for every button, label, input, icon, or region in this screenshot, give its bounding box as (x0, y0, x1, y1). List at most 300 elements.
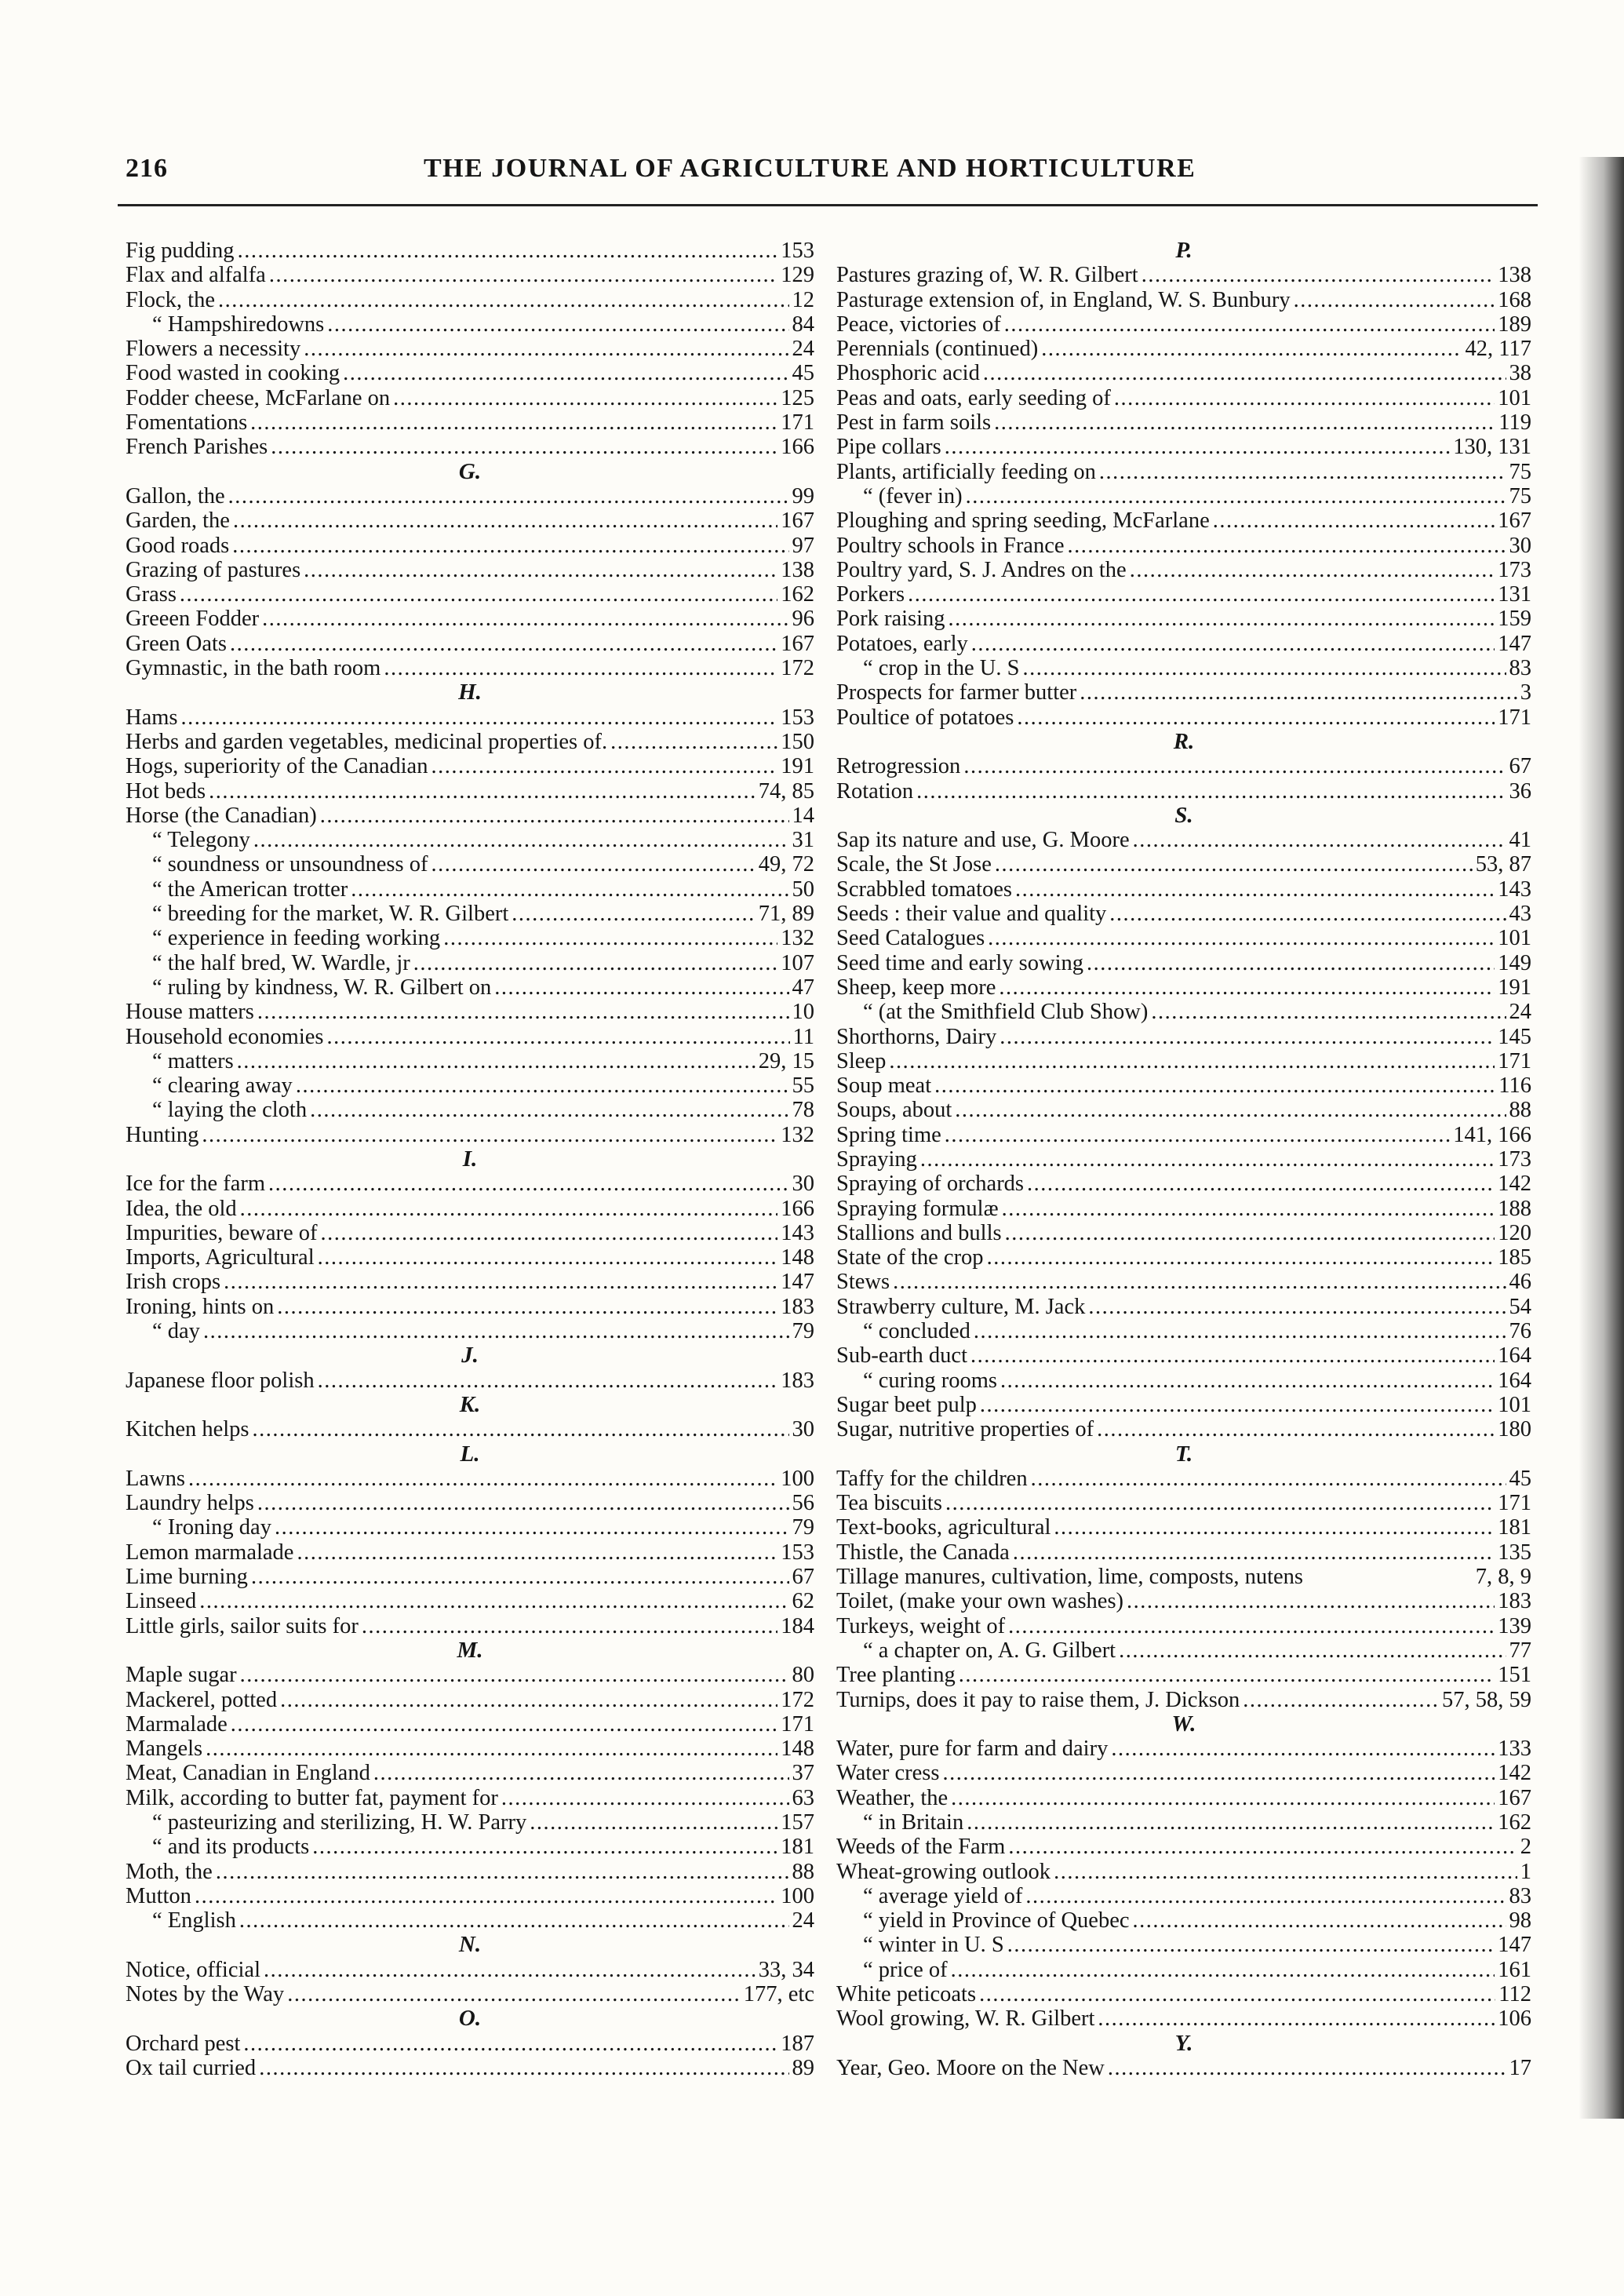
index-entry-label: Poultry schools in France (836, 533, 1065, 558)
index-entry-label: Maple sugar (126, 1663, 237, 1688)
dot-leader (1133, 1908, 1506, 1933)
index-entry (126, 828, 814, 852)
dot-leader (304, 337, 788, 361)
dot-leader (979, 1982, 1495, 2006)
index-entry-label: Stallions and bulls (836, 1220, 1002, 1245)
index-entry-label: “ soundness or unsoundness of (152, 852, 428, 877)
index-entry-label: Gymnastic, in the bath room (126, 656, 381, 681)
index-entry-label: Scrabbled tomatoes (836, 876, 1012, 902)
dot-leader (206, 1737, 777, 1761)
index-entry (836, 558, 1531, 582)
index-entry-page: 161 (1498, 1957, 1531, 1982)
index-entry-page: 173 (1498, 557, 1531, 582)
dot-leader (995, 852, 1473, 876)
index-entry-page: 142 (1498, 1761, 1531, 1786)
index-entry-page: 153 (781, 1540, 814, 1565)
dot-leader (1114, 386, 1495, 410)
dot-leader (942, 1761, 1495, 1785)
index-entry-label: Household economies (126, 1024, 324, 1049)
index-entry-page: 99 (792, 483, 814, 508)
index-entry (126, 632, 814, 656)
index-entry-page: 132 (781, 1122, 814, 1147)
index-entry (836, 779, 1531, 804)
index-entry-page: 30 (792, 1417, 814, 1442)
index-entry-page: 149 (1498, 950, 1531, 975)
index-entry-label: Seed time and early sowing (836, 950, 1084, 975)
index-entry (836, 1614, 1531, 1638)
index-entry-page: 12 (792, 287, 814, 312)
index-entry-page: 11 (792, 1024, 814, 1049)
index-entry-label: Weather, the (836, 1785, 949, 1810)
index-entry-page: 147 (781, 1270, 814, 1295)
index-entry-page: 162 (1498, 1810, 1531, 1835)
index-entry (126, 1982, 814, 2006)
index-entry-label: Greeen Fodder (126, 607, 260, 632)
index-column-left (126, 239, 814, 2080)
index-entry-page: 143 (1498, 876, 1531, 902)
index-section-heading: T. (1174, 1441, 1193, 1467)
index-entry (836, 435, 1531, 459)
index-entry (836, 1343, 1531, 1368)
dot-leader (393, 386, 777, 410)
index-section-heading: K. (459, 1391, 481, 1417)
index-entry-page: 24 (1509, 1000, 1531, 1025)
index-entry (836, 902, 1531, 926)
index-entry-label: “ and its products (152, 1835, 310, 1860)
index-entry (836, 632, 1531, 656)
index-entry (836, 1245, 1531, 1270)
index-entry (126, 926, 814, 950)
index-entry (836, 1786, 1531, 1810)
index-entry-label: Potatoes, early (836, 631, 968, 656)
index-entry-label: Sugar, nutritive properties of (836, 1417, 1094, 1442)
index-entry (126, 361, 814, 385)
index-entry (126, 1810, 814, 1835)
index-entry-label: Spraying (836, 1146, 917, 1172)
index-entry-label: Year, Geo. Moore on the New (836, 2055, 1105, 2080)
index-entry (126, 877, 814, 902)
index-entry (836, 1123, 1531, 1147)
index-entry (126, 1295, 814, 1319)
index-entry-page: 29, 15 (758, 1048, 814, 1073)
dot-leader (1142, 263, 1495, 287)
dot-leader (945, 435, 1450, 459)
index-entry (126, 852, 814, 876)
index-entry-label: “ winter in U. S (863, 1933, 1004, 1958)
dot-leader (1108, 2056, 1506, 2080)
index-entry (126, 975, 814, 1000)
index-entry-label: Turkeys, weight of (836, 1613, 1006, 1638)
index-entry-label: Gallon, the (126, 483, 225, 508)
index-entry-label: Strawberry culture, M. Jack (836, 1294, 1086, 1319)
index-entry-label: Flowers a necessity (126, 337, 301, 362)
index-entry-label: Sleep (836, 1048, 887, 1073)
dot-leader (949, 607, 1495, 631)
index-entry (836, 582, 1531, 607)
index-entry-page: 143 (781, 1220, 814, 1245)
index-entry (836, 951, 1531, 975)
dot-leader (501, 1786, 789, 1810)
index-entry (836, 1688, 1531, 1712)
index-entry-page: 141, 166 (1453, 1122, 1531, 1147)
dot-leader (327, 312, 788, 337)
dot-leader (343, 361, 788, 385)
index-entry-page: 125 (781, 385, 814, 410)
dot-leader (180, 582, 777, 607)
index-entry (126, 484, 814, 508)
index-entry (126, 1368, 814, 1393)
index-entry (836, 1197, 1531, 1221)
index-entry-label: Ploughing and spring seeding, McFarlane (836, 508, 1210, 534)
index-entry (126, 754, 814, 778)
dot-leader (1087, 951, 1495, 975)
index-entry (836, 607, 1531, 631)
index-entry-page: 96 (792, 607, 814, 632)
index-entry-label: Sap its nature and use, G. Moore (836, 828, 1130, 853)
index-entry (836, 508, 1531, 533)
index-entry (836, 312, 1531, 337)
dot-leader (987, 1245, 1495, 1270)
index-entry-page: 62 (792, 1589, 814, 1614)
dot-leader (431, 852, 755, 876)
index-entry-page: 183 (781, 1368, 814, 1393)
dot-leader (934, 1073, 1495, 1098)
index-entry-page: 164 (1498, 1343, 1531, 1368)
dot-leader (1088, 1295, 1506, 1319)
index-entry-label: “ matters (152, 1048, 234, 1073)
index-entry (836, 1319, 1531, 1343)
index-entry-page: 83 (1509, 1883, 1531, 1908)
index-entry (836, 1025, 1531, 1049)
index-entry-label: Ironing, hints on (126, 1294, 275, 1319)
index-entry-label: “ day (152, 1319, 200, 1344)
index-entry-page: 79 (792, 1515, 814, 1540)
header-rule (118, 204, 1538, 206)
index-entry-page: 67 (792, 1565, 814, 1590)
index-entry-page: 135 (1498, 1540, 1531, 1565)
dot-leader (312, 1835, 777, 1859)
dot-leader (259, 2056, 788, 2080)
dot-leader (999, 975, 1495, 1000)
index-entry (126, 1417, 814, 1441)
index-entry (836, 1000, 1531, 1024)
dot-leader (202, 1123, 777, 1147)
index-entry-label: “ (fever in) (863, 483, 963, 508)
dot-leader (304, 558, 777, 582)
index-entry (126, 1860, 814, 1884)
index-entry-label: Laundry helps (126, 1491, 254, 1516)
index-entry-label: “ clearing away (152, 1073, 293, 1099)
dot-leader (216, 1860, 789, 1884)
index-entry-page: 76 (1509, 1319, 1531, 1344)
index-entry (126, 1098, 814, 1122)
index-entry-label: Hot beds (126, 778, 206, 804)
index-entry (836, 288, 1531, 312)
index-entry (836, 1810, 1531, 1835)
index-entry-page: 83 (1509, 656, 1531, 681)
dot-leader (264, 1958, 756, 1982)
dot-leader (980, 1393, 1495, 1417)
index-entry (836, 1073, 1531, 1098)
index-entry (126, 558, 814, 582)
index-entry-page: 189 (1498, 312, 1531, 337)
index-entry-label: Mackerel, potted (126, 1687, 278, 1712)
index-entry (126, 1319, 814, 1343)
index-entry-page: 17 (1509, 2055, 1531, 2080)
dot-leader (431, 754, 777, 778)
index-entry (836, 877, 1531, 902)
dot-leader (257, 1000, 789, 1024)
index-entry (126, 1786, 814, 1810)
dot-leader (240, 1197, 778, 1221)
index-entry-label: Taffy for the children (836, 1466, 1028, 1491)
index-entry (126, 435, 814, 459)
index-entry-label: Flax and alfalfa (126, 263, 266, 288)
index-entry-label: “ laying the cloth (152, 1098, 308, 1123)
index-entry-label: Poultry yard, S. J. Andres on the (836, 557, 1127, 582)
index-entry (126, 1172, 814, 1196)
index-entry-label: Spraying of orchards (836, 1172, 1025, 1197)
index-entry (126, 410, 814, 435)
index-entry-page: 100 (781, 1466, 814, 1491)
dot-leader (951, 1958, 1495, 1982)
index-entry-page: 45 (792, 361, 814, 386)
index-entry (836, 386, 1531, 410)
index-entry-page: 119 (1498, 410, 1531, 436)
dot-leader (1054, 1860, 1517, 1884)
dot-leader (1097, 1417, 1495, 1441)
index-entry-page: 148 (781, 1737, 814, 1762)
dot-leader (218, 288, 789, 312)
index-entry (126, 1884, 814, 1908)
index-entry (126, 1614, 814, 1638)
index-entry-label: Japanese floor polish (126, 1368, 315, 1393)
dot-leader (494, 975, 788, 1000)
dot-leader (262, 607, 788, 631)
index-entry (836, 975, 1531, 1000)
dot-leader (268, 1172, 788, 1196)
index-entry-page: 14 (792, 803, 814, 828)
index-section-heading: I. (462, 1146, 478, 1172)
index-entry-label: “ average yield of (863, 1883, 1023, 1908)
dot-leader (1080, 680, 1517, 705)
index-entry (126, 508, 814, 533)
index-entry-label: Herbs and garden vegetables, medicinal properties of. (126, 729, 608, 754)
index-entry-page: 183 (1498, 1589, 1531, 1614)
index-entry (126, 902, 814, 926)
index-entry (126, 1049, 814, 1073)
index-entry-page: 112 (1498, 1982, 1531, 2007)
index-entry (836, 1958, 1531, 1982)
index-entry (126, 1123, 814, 1147)
index-section-heading: W. (1171, 1711, 1196, 1737)
index-entry-page: 167 (781, 631, 814, 656)
index-entry-label: Flock, the (126, 287, 215, 312)
dot-leader (280, 1688, 777, 1712)
index-entry-page: 187 (781, 2031, 814, 2056)
index-entry-label: Seed Catalogues (836, 926, 985, 951)
dot-leader (610, 730, 777, 754)
index-entry-label: Mangels (126, 1737, 203, 1762)
index-entry-label: Marmalade (126, 1711, 228, 1737)
index-entry-page: 139 (1498, 1613, 1531, 1638)
dot-leader (1015, 877, 1495, 902)
index-entry (126, 1589, 814, 1613)
index-entry-label: Soup meat (836, 1073, 932, 1099)
index-entry (836, 1467, 1531, 1491)
index-entry-label: Fig pudding (126, 239, 235, 263)
dot-leader (253, 828, 789, 852)
dot-leader (232, 534, 788, 558)
dot-leader (1002, 1197, 1495, 1221)
dot-leader (277, 1295, 777, 1319)
dot-leader (199, 1589, 788, 1613)
index-entry (126, 1025, 814, 1049)
index-entry-label: Phosphoric acid (836, 361, 980, 386)
index-section-heading: J. (461, 1343, 479, 1368)
dot-leader (1099, 460, 1506, 484)
index-entry-label: Pasturage extension of, in England, W. S. Bunbury (836, 287, 1291, 312)
index-entry-label: Sugar beet pulp (836, 1392, 977, 1417)
index-section-heading: N. (458, 1932, 482, 1958)
index-entry-label: Little girls, sailor suits for (126, 1613, 359, 1638)
index-entry-label: “ the American trotter (152, 876, 348, 902)
dot-leader (1008, 1614, 1495, 1638)
index-entry-label: Shorthorns, Dairy (836, 1024, 997, 1049)
index-entry (126, 337, 814, 361)
index-entry-label: “ concluded (863, 1319, 970, 1344)
index-entry (126, 312, 814, 337)
index-entry (126, 730, 814, 754)
index-entry-page: 46 (1509, 1270, 1531, 1295)
dot-leader (1119, 1638, 1506, 1663)
dot-leader (238, 239, 778, 263)
index-entry-page: 71, 89 (758, 902, 814, 927)
index-entry-page: 172 (781, 1687, 814, 1712)
index-entry-page: 185 (1498, 1245, 1531, 1270)
dot-leader (373, 1761, 789, 1785)
index-entry-page: 24 (792, 1908, 814, 1933)
index-entry-page: 31 (792, 828, 814, 853)
dot-leader (512, 902, 755, 926)
index-entry-page: 67 (1509, 754, 1531, 779)
index-entry-label: Notes by the Way (126, 1982, 285, 2007)
index-entry-label: Sub-earth duct (836, 1343, 967, 1368)
index-entry-label: “ Telegony (152, 828, 250, 853)
dot-leader (1130, 558, 1495, 582)
index-section-heading: O. (458, 2006, 482, 2032)
index-entry-page: 188 (1498, 1196, 1531, 1221)
index-entry (836, 263, 1531, 287)
dot-leader (945, 1491, 1495, 1515)
dot-leader (1111, 1737, 1495, 1761)
index-entry-label: “ in Britain (863, 1810, 964, 1835)
index-entry-page: 116 (1498, 1073, 1531, 1099)
dot-leader (228, 484, 789, 508)
index-entry-page: 133 (1498, 1737, 1531, 1762)
index-entry-page: 145 (1498, 1024, 1531, 1049)
dot-leader (195, 1884, 777, 1908)
dot-leader (988, 926, 1495, 950)
index-entry-page: 53, 87 (1475, 852, 1531, 877)
index-entry-page: 97 (792, 533, 814, 558)
index-section-heading: M. (457, 1637, 483, 1663)
index-entry-label: Good roads (126, 533, 230, 558)
index-entry-label: Porkers (836, 582, 905, 607)
index-entry (126, 1958, 814, 1982)
dot-leader (955, 1098, 1506, 1122)
dot-leader (243, 2032, 777, 2056)
index-entry-label: Grazing of pastures (126, 557, 301, 582)
index-entry-label: Fomentations (126, 410, 248, 436)
index-entry (836, 1737, 1531, 1761)
index-entry-page: 10 (792, 1000, 814, 1025)
dot-leader (970, 1343, 1495, 1368)
dot-leader (257, 1491, 789, 1515)
dot-leader (384, 656, 777, 680)
index-entry-page: 98 (1509, 1908, 1531, 1933)
dot-leader (974, 1319, 1506, 1343)
index-entry-label: Lime burning (126, 1565, 248, 1590)
dot-leader (253, 1417, 789, 1441)
index-section-heading: G. (458, 458, 482, 484)
index-entry (836, 337, 1531, 361)
index-entry-page: 181 (1498, 1515, 1531, 1540)
dot-leader (530, 1810, 777, 1835)
index-entry-label: Seeds : their value and quality (836, 902, 1107, 927)
index-entry-label: State of the crop (836, 1245, 984, 1270)
index-entry-page: 30 (792, 1172, 814, 1197)
index-entry-label: “ a chapter on, A. G. Gilbert (863, 1638, 1116, 1663)
index-entry-label: Pest in farm soils (836, 410, 992, 436)
index-entry-label: Water cress (836, 1761, 940, 1786)
index-entry (836, 1098, 1531, 1122)
dot-leader (908, 582, 1495, 607)
index-entry-label: “ experience in feeding working (152, 926, 441, 951)
dot-leader (1031, 1467, 1506, 1491)
index-entry-label: Stews (836, 1270, 890, 1295)
index-entry-page: 138 (1498, 263, 1531, 288)
index-entry-label: French Parishes (126, 435, 268, 460)
index-entry (126, 1197, 814, 1221)
index-entry (126, 779, 814, 804)
dot-leader (233, 508, 777, 533)
index-entry-label: Water, pure for farm and dairy (836, 1737, 1109, 1762)
dot-leader (1213, 508, 1495, 533)
page-header (126, 149, 1530, 196)
index-entry-page: 107 (781, 950, 814, 975)
dot-leader (443, 926, 777, 950)
index-entry-page: 47 (792, 975, 814, 1000)
dot-leader (327, 1025, 790, 1049)
index-entry-page: 167 (1498, 1785, 1531, 1810)
index-entry-page: 162 (781, 582, 814, 607)
dot-leader (188, 1467, 777, 1491)
index-entry (836, 680, 1531, 705)
index-entry (126, 705, 814, 730)
scan-edge-shadow (1578, 157, 1624, 2119)
index-entry (126, 1712, 814, 1737)
index-entry-page: 50 (792, 876, 814, 902)
index-entry-label: Peas and oats, early seeding of (836, 385, 1111, 410)
index-section-heading: R. (1173, 728, 1195, 754)
dot-leader (1027, 1172, 1495, 1196)
dot-leader (893, 1270, 1506, 1294)
dot-leader (231, 1712, 777, 1737)
index-entry-page: 75 (1509, 483, 1531, 508)
index-entry-page: 153 (781, 239, 814, 263)
index-entry (836, 1589, 1531, 1613)
